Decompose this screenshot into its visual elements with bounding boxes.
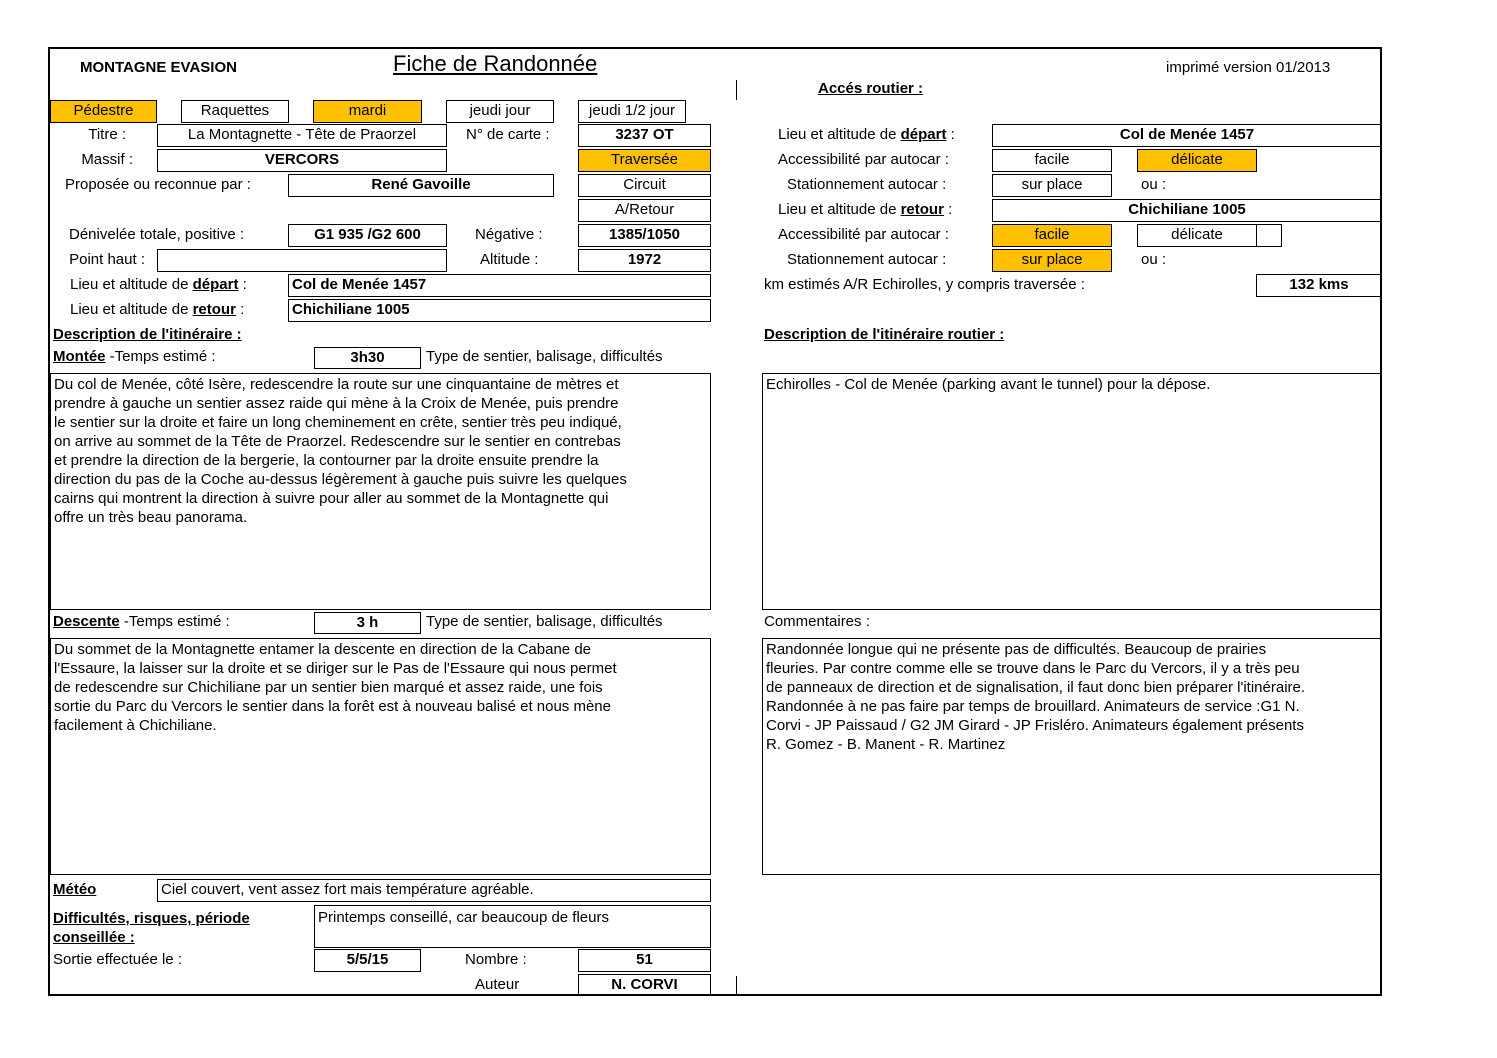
divider-bottom — [736, 976, 737, 996]
r-access-label-1: Accessibilité par autocar : — [778, 151, 949, 168]
r-ou-1: ou : — [1141, 176, 1167, 193]
option-aretour[interactable]: A/Retour — [578, 199, 711, 222]
option-pedestre[interactable]: Pédestre — [50, 100, 157, 123]
r-retour-value: Chichiliane 1005 — [992, 199, 1382, 222]
nombre-value: 51 — [578, 949, 711, 972]
r-facile-1[interactable]: facile — [992, 149, 1112, 172]
r-sur-place-2[interactable]: sur place — [992, 249, 1112, 272]
version-text: imprimé version 01/2013 — [1166, 59, 1331, 76]
carte-value: 3237 OT — [578, 124, 711, 147]
auteur-label: Auteur — [475, 976, 520, 993]
option-raquettes[interactable]: Raquettes — [181, 100, 289, 123]
montee-description: Du col de Menée, côté Isère, redescendre la route sur une cinquantaine de mètres et prendre à gauche un sentier assez raide qui mène à la Croix de Menée, puis prendre le sentier sur la droite et faire un long cheminement en crête, sentier très peu indiqué, on arrive au sommet de la Tête de Praorzel. Redescendre sur le sentier en contrebas et prendre la direction de la bergerie, la contourner par la droite ensuite prendre la direction du pas de la Coche au-dessus légèrement à gauche puis suivre les quelques cairns qui montrent la direction à suivre pour aller au sommet de la Montagnette qui offre un très beau panorama. — [50, 373, 711, 610]
r-delicate-2[interactable]: délicate — [1137, 224, 1257, 247]
altitude-value: 1972 — [578, 249, 711, 272]
r-depart-label: Lieu et altitude de départ : — [778, 126, 955, 143]
retour-label: Lieu et altitude de retour : — [70, 301, 245, 318]
desc-itineraire-title: Description de l'itinéraire : — [53, 326, 242, 343]
point-haut-value — [157, 249, 447, 272]
negative-value: 1385/1050 — [578, 224, 711, 247]
deniv-value: G1 935 /G2 600 — [288, 224, 447, 247]
r-ou-2: ou : — [1141, 251, 1167, 268]
option-traversee[interactable]: Traversée — [578, 149, 711, 172]
sortie-label: Sortie effectuée le : — [53, 951, 182, 968]
desc-routier-title: Description de l'itinéraire routier : — [764, 326, 1005, 343]
descente-description: Du sommet de la Montagnette entamer la descente en direction de la Cabane de l'Essaure, la laisser sur la droite et se diriger sur le Pas de l'Essaure qui nous permet de redescendre sur Chichiliane par un sentier bien marqué et assez raide, une fois sortie du Parc du Vercors le sentier dans la forêt est à nouveau balisé et nous mène facilement à Chichiliane. — [50, 638, 711, 875]
propose-label: Proposée ou reconnue par : — [65, 176, 251, 193]
r-km-value: 132 kms — [1256, 274, 1382, 297]
r-station-label-2: Stationnement autocar : — [787, 251, 947, 268]
r-depart-value: Col de Menée 1457 — [992, 124, 1382, 147]
option-jeudi-jour[interactable]: jeudi jour — [446, 100, 554, 123]
r-access-label-2: Accessibilité par autocar : — [778, 226, 949, 243]
massif-label: Massif : — [81, 151, 133, 168]
meteo-value: Ciel couvert, vent assez fort mais température agréable. — [157, 879, 711, 902]
org-name: MONTAGNE EVASION — [80, 59, 237, 76]
montee-temps: 3h30 — [314, 347, 421, 369]
negative-label: Négative : — [475, 226, 543, 243]
meteo-label: Météo — [53, 881, 97, 898]
retour-value: Chichiliane 1005 — [288, 299, 711, 322]
nombre-label: Nombre : — [465, 951, 527, 968]
montee-label: Montée -Temps estimé : — [53, 348, 216, 365]
option-circuit[interactable]: Circuit — [578, 174, 711, 197]
auteur-value: N. CORVI — [578, 974, 711, 996]
difficultes-label: Difficultés, risques, période conseillée : — [53, 910, 250, 946]
r-delicate-1[interactable]: délicate — [1137, 149, 1257, 172]
montee-sentier-label: Type de sentier, balisage, difficultés — [426, 348, 663, 365]
point-haut-label: Point haut : — [69, 251, 145, 268]
acces-routier-title: Accés routier : — [818, 80, 924, 97]
titre-value: La Montagnette - Tête de Praorzel — [157, 124, 447, 147]
carte-label: N° de carte : — [466, 126, 550, 143]
descente-temps: 3 h — [314, 612, 421, 634]
r-delicate-2-extra — [1256, 224, 1282, 247]
difficultes-value: Printemps conseillé, car beaucoup de fleurs — [314, 905, 711, 948]
option-jeudi-demi[interactable]: jeudi 1/2 jour — [578, 100, 686, 123]
commentaires-text: Randonnée longue qui ne présente pas de difficultés. Beaucoup de prairies fleuries. Par contre comme elle se trouve dans le Parc du Vercors, il y a très peu de panneaux de direction et de signalisation, il faut donc bien préparer l'itinéraire. Randonnée à ne pas faire par temps de brouillard. Animateurs de service :G1 N. Corvi - JP Paissaud / G2 JM Girard - JP Frisléro. Animateurs également présents R. Gomez - B. Manent - R. Martinez — [762, 638, 1382, 875]
divider-top — [736, 80, 737, 100]
depart-value: Col de Menée 1457 — [288, 274, 711, 297]
propose-value: René Gavoille — [288, 174, 554, 197]
r-km-label: km estimés A/R Echirolles, y compris traversée : — [764, 276, 1085, 293]
routier-description: Echirolles - Col de Menée (parking avant le tunnel) pour la dépose. — [762, 373, 1382, 610]
titre-label: Titre : — [88, 126, 126, 143]
sortie-value: 5/5/15 — [314, 949, 421, 972]
r-retour-label: Lieu et altitude de retour : — [778, 201, 953, 218]
r-facile-2[interactable]: facile — [992, 224, 1112, 247]
depart-label: Lieu et altitude de départ : — [70, 276, 247, 293]
massif-value: VERCORS — [157, 149, 447, 172]
option-mardi[interactable]: mardi — [313, 100, 422, 123]
deniv-label: Dénivelée totale, positive : — [69, 226, 245, 243]
r-station-label-1: Stationnement autocar : — [787, 176, 947, 193]
descente-sentier-label: Type de sentier, balisage, difficultés — [426, 613, 663, 630]
form-title: Fiche de Randonnée — [393, 51, 598, 76]
commentaires-label: Commentaires : — [764, 613, 870, 630]
descente-label: Descente -Temps estimé : — [53, 613, 230, 630]
altitude-label: Altitude : — [480, 251, 539, 268]
r-sur-place-1[interactable]: sur place — [992, 174, 1112, 197]
